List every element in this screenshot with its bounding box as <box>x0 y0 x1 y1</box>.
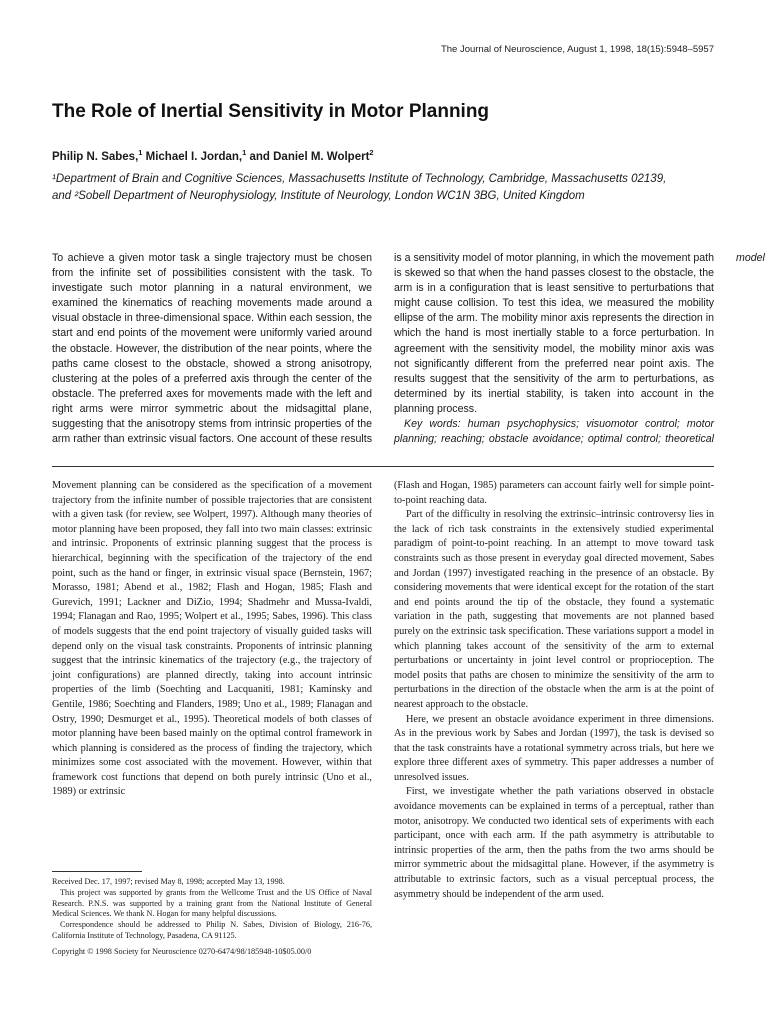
copyright-note: Copyright © 1998 Society for Neuroscience 0270-6474/98/185948-10$05.00/0 <box>52 946 312 956</box>
body-paragraph: Part of the difficulty in resolving the extrinsic–intrinsic controversy lies in the lack of rich task constraints in the extensively studied experimental paradigm of point-to-point reaching. In an attempt to move toward task constraints such as those present in everyday goal directed movement, Sabes and Jordan (1997) investigated reaching in the presence of an obstacle. By considering movements that were identical except for the rotation of the start and end points around the tip of the obstacle, they found a systematic variation in the path, suggesting that movements are not planned based purely on the extrinsic task specification. These variations support a model in which planning takes account of the sensitivity of the arm to external perturbations or uncertainty in joint level control or proprioception. The model posits that paths are chosen to minimize the sensitivity of the arm to perturbations in the direction of the obstacle when the arm is at the point of nearest approach to the obstacle. <box>394 509 714 710</box>
author-sabes: Philip N. Sabes, <box>52 151 139 163</box>
footnotes <box>52 877 372 958</box>
journal-reference: The Journal of Neuroscience, August 1, 1998, 18(15):5948–5957 <box>440 44 714 55</box>
body-paragraph: Here, we present an obstacle avoidance experiment in three dimensions. As in the previous work by Sabes and Jordan (1997), the task is devised so that the task constraints have a rotational symmetry across trials, but here we explore three different axes of symmetry. This paper addresses a number of unresolved issues. <box>394 713 714 783</box>
affiliation-line-1: ¹Department of Brain and Cognitive Sciences, Massachusetts Institute of Technology, Cambridge, Massachusetts 02139, <box>52 173 667 185</box>
footnote-divider <box>52 871 142 872</box>
body-paragraph: First, we investigate whether the path variations observed in obstacle avoidance movements can be explained in terms of a perceptual, rather than motor, anisotropy. We conducted two identical sets of experiments with each participant, once with each arm. If the path asymmetry is attributable to intrinsic properties of the arm, then the paths from the two arms should be mirror symmetric about the midsagittal plane. However, if the asymmetry is attributable to extrinsic factors, such as a visual perceptual process, the asymmetry should be independent of the arm used. <box>394 786 714 900</box>
keywords: Key words: human psychophysics; visuomotor control; motor planning; reaching; obstacle avoidance; optimal control; theoretical model <box>394 252 765 446</box>
abstract-text: To achieve a given motor task a single trajectory must be chosen from the infinite set of possibilities consistent with the task. To investigate such motor planning in a natural environment, we examined the kinematics of reaching movements made around a visual obstacle in three-dimensional space. Within each session, the start and end points of the movement were uniformly varied around the obstacle. However, the distribution of the near points, where the paths came closest to the obstacle, showed a strong anisotropy, clustering at the poles of a preferred axis through the center of the obstacle. The preferred axes for movements made with the left and right arms were mirror symmetric about the midsagittal plane, suggesting that the anisotropy stems from intrinsic properties of the arm rather than extrinsic visual factors. One account of these results is a sensitivity model of motor planning, in which the movement path is skewed so that when the hand passes closest to the obstacle, the arm is in a configuration that is least sensitive to perturbations that might cause collision. To test this idea, we measured the mobility ellipse of the arm. The mobility minor axis represents the direction in which the hand is most inertially stable to a force perturbation. In agreement with the sensitivity model, the mobility minor axis was not significantly different from the preferred near point axis. The results suggest that the sensitivity of the arm to perturbations, as determined by its inertial stability, is taken into account in the planning process. <box>52 252 714 446</box>
author-line <box>52 148 722 163</box>
funding-note: This project was supported by grants from the Wellcome Trust and the US Office of Naval Research. P.N.S. was supported by a training grant from the National Institute of General Medical Sciences. We thank N. Hogan for many helpful discussions. <box>52 887 372 919</box>
author-wolpert: and Daniel M. Wolpert <box>246 151 370 163</box>
abstract <box>52 251 765 456</box>
correspondence-note: Correspondence should be addressed to Philip N. Sabes, Division of Biology, 216-76, California Institute of Technology, Pasadena, CA 91125. <box>52 920 372 940</box>
body-paragraph: (Flash and Hogan, 1985) parameters can account fairly well for simple point-to-point reaching data. <box>394 480 714 506</box>
body-column-left <box>52 479 372 800</box>
article-title: The Role of Inertial Sensitivity in Motor Planning <box>52 101 490 122</box>
affiliation-mark: 2 <box>369 148 374 158</box>
affiliation-line-2: and ²Sobell Department of Neurophysiology, Institute of Neurology, London WC1N 3BG, United Kingdom <box>52 189 585 202</box>
body-column-right <box>394 479 714 902</box>
section-divider <box>52 466 714 467</box>
body-paragraph: Movement planning can be considered as the specification of a movement trajectory from the infinite number of possible trajectories that are consistent with a given task (for review, see Wolpert, 1997). Although many theories of motor planning have been proposed, they fall into two main classes: extrinsic and intrinsic. Proponents of extrinsic planning suggest that the process is hierarchical, beginning with the specification of the trajectory of the end point, such as the hand or finger, in extrinsic visual space (Bernstein, 1967; Morasso, 1981; Abend et al., 1982; Flash and Hogan, 1985; Flash and Gurevich, 1991; Lackner and DiZio, 1994; Shadmehr and Mussa-Ivaldi, 1994; Flanagan and Rao, 1995; Wolpert et al., 1995; Sabes, 1996). This class of models suggests that the end point trajectory of visually guided tasks will depend only on the visual task constraints. Proponents of intrinsic planning suggest that the intrinsic kinematics of the trajectory (e.g., the trajectory of joint configurations) are planned directly, taking into account intrinsic properties of the limb (Soechting and Lacquaniti, 1981; Kaminsky and Gentile, 1986; Soechting and Flanders, 1989; Uno et al., 1989; Flanagan and Ostry, 1990; Desmurget et al., 1995). Theoretical models of both classes of motor planning have been based mainly on the optimal control framework in which planning is considered as the process of finding the trajectory, which minimizes some cost associated with the movement. However, within that framework cost functions that depend on both purely intrinsic (Uno et al., 1989) or extrinsic <box>52 480 372 798</box>
affiliations <box>52 171 722 204</box>
author-jordan: Michael I. Jordan, <box>142 151 243 163</box>
affiliation-mark: 1 <box>242 148 247 158</box>
received-dates: Received Dec. 17, 1997; revised May 8, 1998; accepted May 13, 1998. <box>52 877 285 886</box>
affiliation-mark: 1 <box>138 148 143 158</box>
